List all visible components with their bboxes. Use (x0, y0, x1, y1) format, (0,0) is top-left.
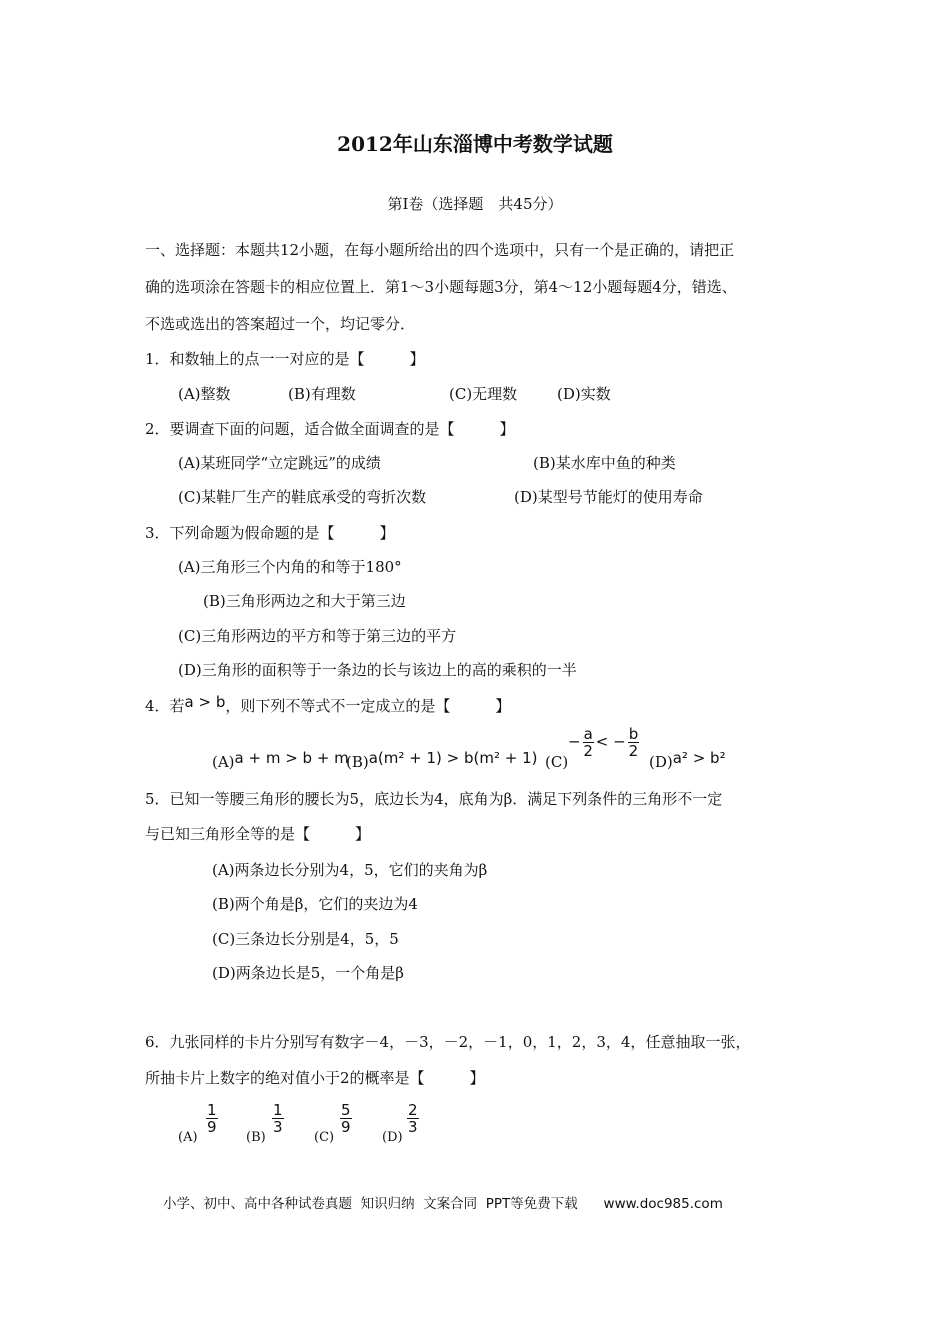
question-4-condition: a > b (184, 693, 226, 711)
question-1-option-d: (D)实数 (557, 385, 611, 403)
question-1-option-b: (B)有理数 (288, 385, 356, 403)
question-4-option-c (545, 752, 568, 772)
question-2-option-a: (A)某班同学“立定跳远”的成绩 (178, 454, 381, 472)
denominator: 2 (583, 742, 593, 760)
numerator: 1 (273, 1101, 283, 1119)
question-1-stem: 1．和数轴上的点一一对应的是【 】 (145, 350, 425, 368)
instructions-line-2: 确的选项涂在答题卡的相应位置上．第1～3小题每题3分，第4～12小题每题4分，错选、 (145, 278, 737, 296)
question-2-option-b: (B)某水库中鱼的种类 (533, 454, 676, 472)
question-5-option-d: (D)两条边长是5，一个角是β (212, 964, 404, 982)
section-subtitle: 第Ⅰ卷（选择题 共45分） (387, 195, 563, 213)
instructions-line-1: 一、选择题：本题共12小题，在每小题所给出的四个选项中，只有一个是正确的，请把正 (145, 241, 735, 259)
question-6-option-d-label: (D) (382, 1130, 403, 1145)
denominator: 9 (207, 1118, 217, 1136)
question-3-option-c: (C)三角形两边的平方和等于第三边的平方 (178, 627, 457, 645)
minus-sign: − (568, 732, 581, 751)
question-6-stem-line-1: 6．九张同样的卡片分别写有数字－4，－3，－2，－1，0，1，2，3，4，任意抽取一张， (145, 1033, 751, 1051)
question-4-stem-prefix: 4．若 (145, 697, 185, 715)
question-4-stem (145, 693, 511, 716)
question-2-stem: 2．要调查下面的问题，适合做全面调查的是【 】 (145, 420, 515, 438)
question-5-option-c: (C)三条边长分别是4，5，5 (212, 930, 399, 948)
less-than-minus: < − (595, 732, 626, 751)
fraction-b-over-2 (628, 726, 640, 759)
question-4-option-b (346, 749, 538, 772)
denominator: 3 (408, 1118, 418, 1136)
question-6-option-b-label: (B) (246, 1130, 266, 1145)
question-3-stem: 3．下列命题为假命题的是【 】 (145, 524, 395, 542)
numerator: a (583, 725, 593, 743)
instructions-line-3: 不选或选出的答案超过一个，均记零分． (145, 315, 416, 333)
fraction-a-over-2 (583, 726, 594, 759)
question-3-option-a: (A)三角形三个内角的和等于180° (178, 558, 402, 576)
question-6-option-a-fraction (204, 1102, 220, 1135)
numerator: b (628, 725, 639, 743)
question-4-option-a (212, 749, 349, 772)
question-6-option-b-fraction (270, 1102, 286, 1135)
question-6-option-a-label: (A) (178, 1130, 198, 1145)
option-math: a + m > b + m (234, 749, 349, 767)
question-5-option-a: (A)两条边长分别为4，5，它们的夹角为β (212, 861, 488, 879)
option-label: (C) (545, 753, 569, 771)
question-4-option-d (649, 749, 726, 772)
page-title: 2012年山东淄博中考数学试题 (337, 132, 613, 156)
page-footer: 小学、初中、高中各种试卷真题 知识归纳 文案合同 PPT等免费下载 www.doc985.com (163, 1196, 723, 1212)
question-1-option-c: (C)无理数 (449, 385, 518, 403)
question-6-stem-line-2: 所抽卡片上数字的绝对值小于2的概率是【 】 (145, 1069, 485, 1087)
question-5-option-b: (B)两个角是β，它们的夹边为4 (212, 895, 418, 913)
denominator: 3 (273, 1118, 283, 1136)
question-1-option-a: (A)整数 (178, 385, 231, 403)
option-label: (B) (346, 753, 369, 771)
question-4-stem-suffix: ，则下列不等式不一定成立的是【 】 (225, 697, 511, 715)
denominator: 2 (628, 742, 639, 760)
numerator: 1 (207, 1101, 217, 1119)
question-6-option-d-fraction (405, 1102, 421, 1135)
question-4-option-c-math (568, 726, 641, 759)
question-3-option-b: (B)三角形两边之和大于第三边 (203, 592, 406, 610)
question-3-option-d: (D)三角形的面积等于一条边的长与该边上的高的乘积的一半 (178, 661, 577, 679)
question-2-option-c: (C)某鞋厂生产的鞋底承受的弯折次数 (178, 488, 427, 506)
question-5-stem-line-2: 与已知三角形全等的是【 】 (145, 825, 371, 843)
question-6-option-c-fraction (338, 1102, 354, 1135)
denominator: 9 (341, 1118, 351, 1136)
option-math: a² > b² (672, 749, 726, 767)
question-6-option-c-label: (C) (314, 1130, 335, 1145)
question-5-stem-line-1: 5．已知一等腰三角形的腰长为5，底边长为4，底角为β．满足下列条件的三角形不一定 (145, 790, 723, 808)
numerator: 5 (341, 1101, 351, 1119)
option-math: a(m² + 1) > b(m² + 1) (368, 749, 538, 767)
option-label: (A) (212, 753, 235, 771)
numerator: 2 (408, 1101, 418, 1119)
question-2-option-d: (D)某型号节能灯的使用寿命 (514, 488, 703, 506)
option-label: (D) (649, 753, 673, 771)
